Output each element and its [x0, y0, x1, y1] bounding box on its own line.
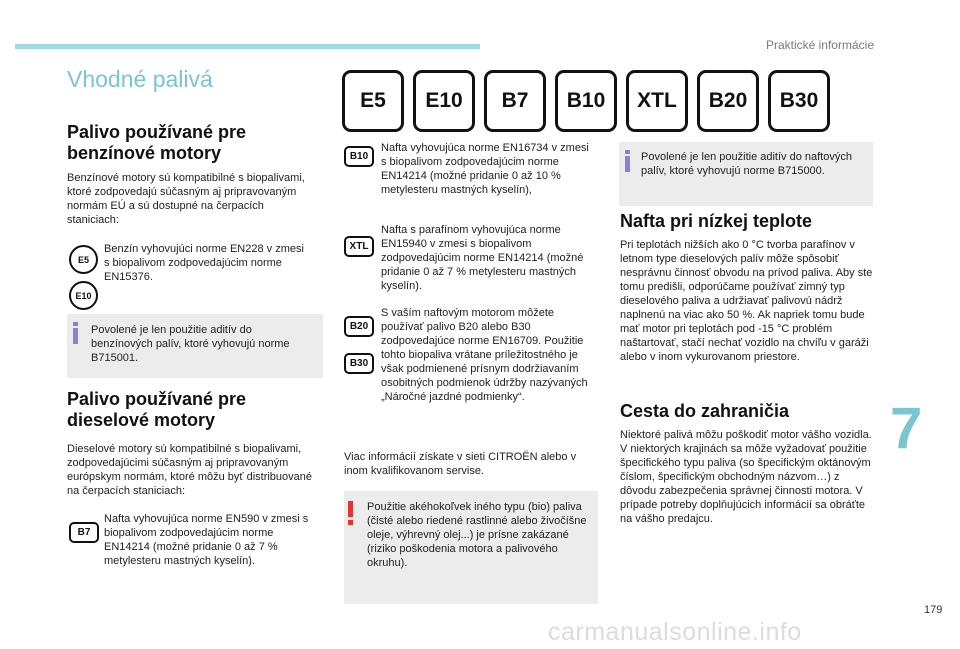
b20-small-badge: B20 [344, 316, 374, 337]
fuel-badge-row [342, 70, 830, 132]
diesel-intro: Dieselové motory sú kompatibilné s biopalivami, zodpovedajúcimi súčasným aj pripravovaným európskym normám, ktoré môžu byť distribuované na čerpacích staniciach: [67, 443, 313, 497]
more-info-text: Viac informácií získate v sieti CITROËN alebo v inom kvalifikovanom servise. [344, 451, 577, 477]
petrol-info-box [67, 314, 323, 378]
cold-weather-text: Pri teplotách nižších ako 0 °C tvorba parafínov v letnom type dieselových palív môže spôsobiť nesprávnu činnosť obvodu na prívod paliva. Aby ste tomu predišli, odporúčame používať zimný typ dieselového paliva a udržiavať palivovú nádrž naplnenú na viac ako 50 %. Ak napriek tomu bude mať motor pri teplotách pod -15 °C problém naštartovať, stačí nechať vozidlo na chvíľu v garáži alebo v inom vykurovanom priestore. [620, 239, 873, 363]
b10-text: Nafta vyhovujúca norme EN16734 v zmesi s biopalivom zodpovedajúcim norme EN14214 (možné pridanie 0 až 10 % metylesteru mastných kyselín), [381, 142, 589, 196]
warning-text: Použitie akéhokoľvek iného typu (bio) paliva (čisté alebo riedené rastlinné alebo živočíšne oleje, výhrevný olej...) je prísne zakázané (riziko poškodenia motora a palivového okruhu). [367, 501, 587, 569]
section-label: Praktické informácie [765, 38, 874, 52]
petrol-fuel-text: Benzín vyhovujúci norme EN228 v zmesi s biopalivom zodpovedajúcim norme EN15376. [104, 243, 304, 283]
cold-weather-heading: Nafta pri nízkej teplote [620, 211, 813, 231]
chapter-number: 7 [890, 396, 923, 461]
e10-round-badge: E10 [69, 281, 98, 310]
warning-box [344, 491, 598, 604]
fuel-badge-b7: B7 [484, 70, 546, 132]
xtl-small-badge: XTL [344, 236, 374, 257]
header-accent-bar [15, 44, 480, 49]
petrol-heading: Palivo používané pre benzínové motory [67, 122, 247, 163]
fuel-badge-b30: B30 [768, 70, 830, 132]
watermark: carmanualsonline.info [548, 618, 802, 646]
abroad-heading: Cesta do zahraničia [620, 401, 790, 421]
page-title: Vhodné palivá [67, 66, 213, 92]
petrol-intro: Benzínové motory sú kompatibilné s biopalivami, ktoré zodpovedajú súčasným aj pripravovaným normám EÚ a sú dostupné na čerpacích staniciach: [67, 172, 305, 226]
b30-small-badge: B30 [344, 353, 374, 374]
xtl-text: Nafta s parafínom vyhovujúca norme EN15940 v zmesi s biopalivom zodpovedajúcim norme EN14214 (možné pridanie 0 až 7 % metylesteru mastných kyselín). [381, 224, 584, 292]
diesel-info-text: Povolené je len použitie aditív do naftových palív, ktoré vyhovujú norme B715000. [641, 151, 852, 177]
b7-text: Nafta vyhovujúca norme EN590 v zmesi s biopalivom zodpovedajúcim norme EN14214 (možné pridanie 0 až 7 % metylesteru mastných kyselín). [104, 513, 309, 567]
page-number: 179 [924, 604, 943, 616]
warning-icon [348, 501, 354, 525]
b20-b30-text: S vaším naftovým motorom môžete používať palivo B20 alebo B30 zodpovedajúce norme EN16709. Použitie tohto biopaliva vrátane príležitostného je však podmienené prísnym dodržiavaním osobitných podmienok údržby nazývaných „Náročné jazdné podmienky“. [381, 307, 588, 403]
fuel-badge-b20: B20 [697, 70, 759, 132]
fuel-badge-xtl: XTL [626, 70, 688, 132]
e5-round-badge: E5 [69, 245, 98, 274]
abroad-text: Niektoré palivá môžu poškodiť motor vášho vozidla. V niektorých krajinách sa môže vyžadovať použitie špecifického typu paliva (so špecifickým oktánovým číslom, špecifickým obchodným názvom…) z dôvodu zabezpečenia správnej činnosti motora. V prípade potreby doplňujúcich informácií sa obráťte na vášho predajcu. [620, 429, 872, 525]
info-icon [625, 150, 630, 172]
fuel-badge-b10: B10 [555, 70, 617, 132]
fuel-badge-e10: E10 [413, 70, 475, 132]
petrol-info-text: Povolené je len použitie aditív do benzínových palív, ktoré vyhovujú norme B715001. [91, 324, 290, 364]
b7-small-badge: B7 [69, 522, 99, 543]
info-icon [73, 322, 78, 344]
diesel-heading: Palivo používané pre dieselové motory [67, 389, 247, 430]
b10-small-badge: B10 [344, 146, 374, 167]
fuel-badge-e5: E5 [342, 70, 404, 132]
diesel-info-box [619, 142, 873, 206]
